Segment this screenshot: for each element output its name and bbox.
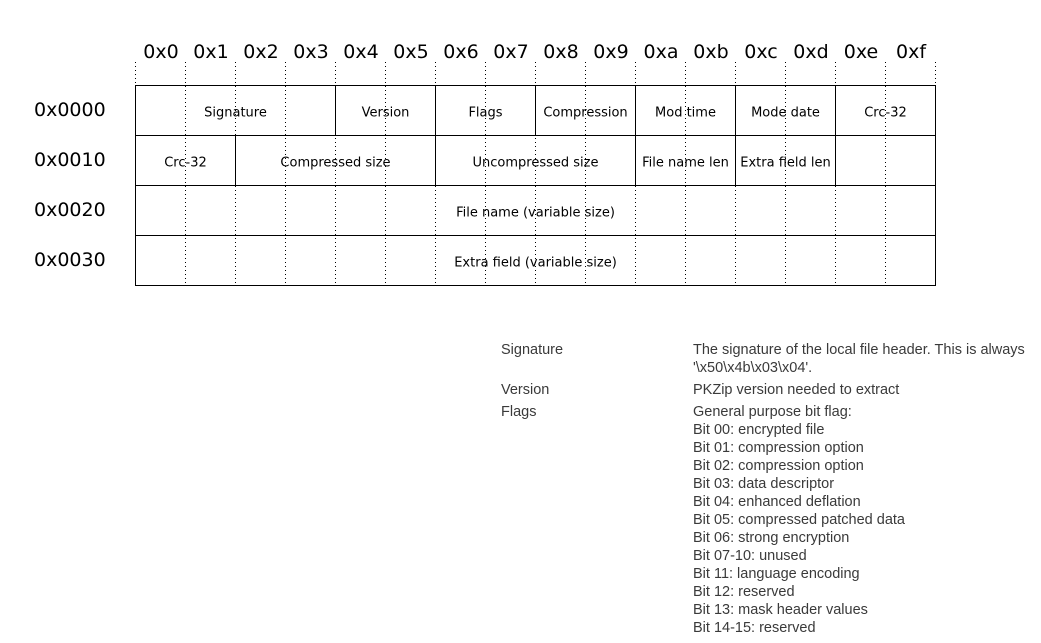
field-cell	[836, 86, 936, 136]
legend-term: Version	[501, 382, 550, 398]
legend-description-line: Bit 02: compression option	[693, 458, 864, 474]
column-label: 0x8	[543, 41, 579, 63]
column-labels	[143, 41, 927, 63]
column-label: 0x7	[493, 41, 529, 63]
field-label: Extra field len	[740, 155, 831, 171]
legend-description-line: The signature of the local file header. This is always	[693, 342, 1025, 358]
legend-description-line: Bit 14-15: reserved	[693, 620, 816, 636]
legend-description-line: Bit 12: reserved	[693, 584, 795, 600]
field-cell	[136, 186, 936, 236]
column-label: 0xc	[744, 41, 778, 63]
field-label: Compressed size	[280, 155, 391, 171]
field-label: Crc-32	[864, 105, 907, 121]
column-label: 0xa	[643, 41, 679, 63]
row-labels	[34, 99, 106, 271]
field-cell	[336, 86, 436, 136]
field-label: Mod time	[655, 105, 716, 121]
legend-term: Flags	[501, 404, 537, 420]
field-cells	[136, 86, 936, 286]
legend-row	[501, 341, 1041, 377]
field-cell	[436, 86, 536, 136]
legend-description-line: Bit 03: data descriptor	[693, 476, 835, 492]
legend-description-line: General purpose bit flag:	[693, 404, 852, 420]
field-legend	[501, 341, 1041, 641]
field-label: Crc-32	[164, 155, 207, 171]
legend-description	[693, 381, 1041, 399]
field-cell	[636, 86, 736, 136]
column-label: 0x9	[593, 41, 629, 63]
legend-term: Signature	[501, 342, 564, 358]
zip-header-diagram	[0, 0, 1041, 300]
legend-description	[693, 403, 1041, 637]
legend-description-line: Bit 05: compressed patched data	[693, 512, 905, 528]
field-label: Extra field (variable size)	[454, 255, 617, 271]
column-label: 0x2	[243, 41, 279, 63]
column-label: 0x6	[443, 41, 479, 63]
row-label: 0x0010	[34, 149, 106, 171]
legend-description-line: Bit 13: mask header values	[693, 602, 868, 618]
field-label: Version	[361, 105, 410, 121]
column-label: 0xd	[793, 41, 829, 63]
column-label: 0x1	[193, 41, 229, 63]
field-label: Compression	[543, 105, 628, 121]
legend-description-line: PKZip version needed to extract	[693, 382, 900, 398]
legend-description-line: '\x50\x4b\x03\x04'.	[693, 360, 813, 376]
column-label: 0x3	[293, 41, 329, 63]
legend-description-line: Bit 00: encrypted file	[693, 422, 825, 438]
column-label: 0x5	[393, 41, 429, 63]
field-label: File name (variable size)	[456, 205, 615, 221]
field-cell	[536, 86, 636, 136]
column-label: 0xf	[895, 41, 927, 63]
legend-description-line: Bit 04: enhanced deflation	[693, 494, 861, 510]
field-label: Mode date	[751, 105, 820, 121]
field-label: File name len	[642, 155, 729, 171]
legend-row	[501, 403, 1041, 637]
column-label: 0x0	[143, 41, 179, 63]
legend-description-line: Bit 06: strong encryption	[693, 530, 850, 546]
field-cell	[136, 86, 336, 136]
row-label: 0x0020	[34, 199, 106, 221]
column-label: 0xb	[693, 41, 729, 63]
legend-description-line: Bit 07-10: unused	[693, 548, 807, 564]
legend-row	[501, 381, 1041, 399]
field-cell	[736, 86, 836, 136]
row-label: 0x0000	[34, 99, 106, 121]
field-label: Signature	[204, 105, 267, 121]
field-label: Uncompressed size	[472, 155, 599, 171]
column-label: 0x4	[343, 41, 379, 63]
field-label: Flags	[468, 105, 503, 121]
legend-description-line: Bit 01: compression option	[693, 440, 864, 456]
legend-description-line: Bit 11: language encoding	[693, 566, 860, 582]
column-label: 0xe	[843, 41, 879, 63]
legend-description	[693, 341, 1041, 377]
row-label: 0x0030	[34, 249, 106, 271]
